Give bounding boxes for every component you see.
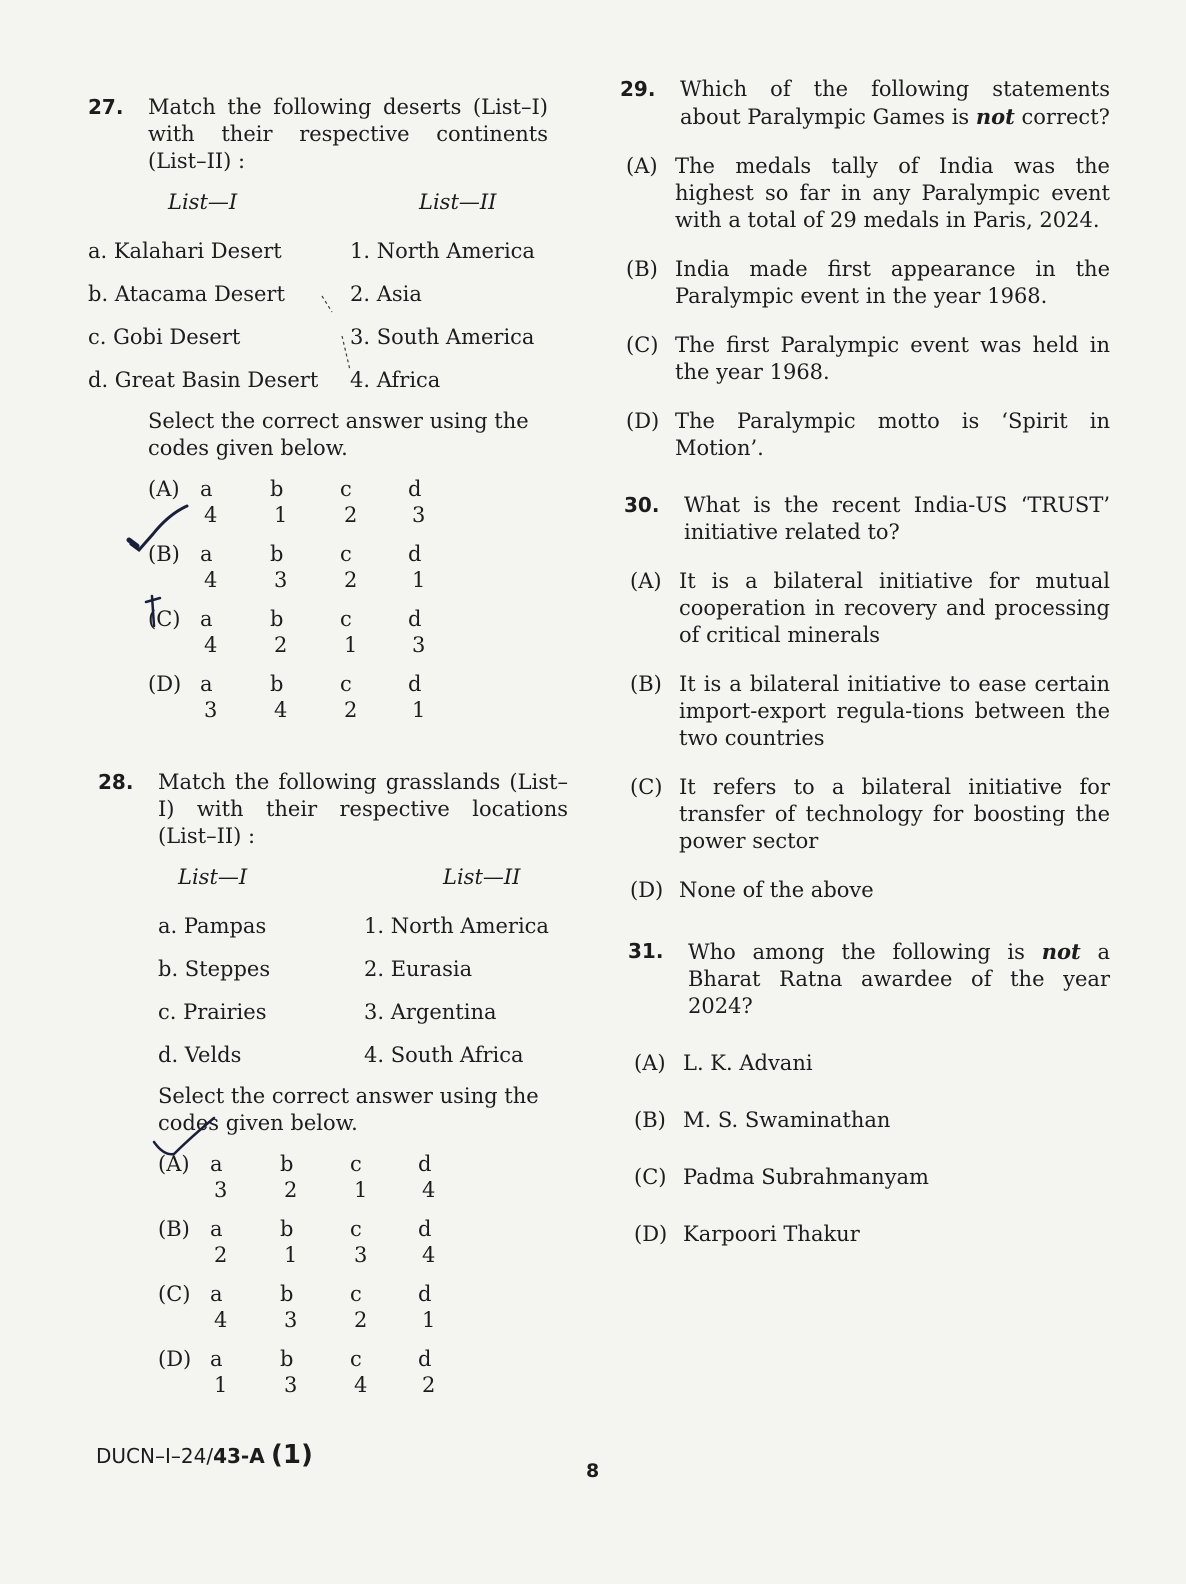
code-col: b: [270, 672, 284, 696]
code-val: 2: [344, 568, 358, 592]
option-label: (B): [148, 542, 180, 566]
code-col: a: [210, 1347, 223, 1371]
question-28: [88, 769, 568, 1398]
question-31: [620, 938, 1110, 1248]
list-2-item: 1. North America: [364, 914, 549, 938]
answer-instruction: Select the correct answer using the codes given below.: [158, 1084, 539, 1135]
list-1-item: a. Pampas: [158, 914, 267, 938]
list-2-item: 2. Asia: [350, 282, 422, 306]
code-val: 1: [354, 1178, 368, 1202]
option-a[interactable]: [624, 568, 1110, 649]
code-val: 1: [274, 503, 288, 527]
option-label: (B): [630, 672, 662, 696]
list-pair: [98, 948, 568, 991]
code-option-d[interactable]: [158, 1346, 568, 1398]
option-label: (D): [626, 409, 660, 433]
code-col: c: [350, 1217, 362, 1241]
option-c[interactable]: [628, 1164, 1110, 1191]
code-col: b: [280, 1282, 294, 1306]
paper-code: DUCN–I–24/43-A (1): [96, 1440, 313, 1470]
list-1-heading: List—I: [168, 190, 238, 214]
answer-instruction: Select the correct answer using the codes given below.: [148, 409, 529, 460]
code-val: 4: [422, 1178, 436, 1202]
list-pair: [88, 359, 568, 402]
option-d[interactable]: [628, 1221, 1110, 1248]
code-option-a[interactable]: [148, 476, 568, 528]
code-val: 2: [344, 698, 358, 722]
code-val: 1: [422, 1308, 436, 1332]
question-number: 27.: [88, 95, 124, 119]
code-col: c: [350, 1152, 362, 1176]
answer-options: [624, 568, 1110, 904]
list-1-item: c. Prairies: [158, 1000, 267, 1024]
option-label: (C): [148, 607, 181, 631]
option-text: It is a bilateral initiative for mutual cooperation in recovery and processing of critical minerals: [679, 569, 1110, 647]
list-1-item: b. Atacama Desert: [88, 282, 285, 306]
code-val: 3: [412, 503, 426, 527]
question-number: 30.: [624, 493, 660, 517]
option-text: None of the above: [679, 878, 874, 902]
option-label: (C): [630, 775, 663, 799]
code-col: d: [418, 1152, 432, 1176]
code-val: 4: [204, 633, 218, 657]
code-val: 1: [284, 1243, 298, 1267]
option-text: The medals tally of India was the highest so far in any Paralympic event with a total of 29 medals in Paris, 2024.: [675, 154, 1110, 232]
code-val: 2: [422, 1373, 436, 1397]
question-text: Which of the following statements about Paralympic Games is not correct?: [680, 77, 1110, 129]
list-pair: [88, 230, 568, 273]
code-option-b[interactable]: [158, 1216, 568, 1268]
option-label: (C): [626, 333, 659, 357]
option-d[interactable]: [620, 408, 1110, 462]
code-option-c[interactable]: [158, 1281, 568, 1333]
code-col: c: [340, 477, 352, 501]
code-col: b: [270, 607, 284, 631]
list-2-item: 4. Africa: [350, 368, 441, 392]
code-val: 4: [204, 503, 218, 527]
option-b[interactable]: [624, 671, 1110, 752]
code-option-b[interactable]: [148, 541, 568, 593]
list-pair: [98, 1034, 568, 1077]
list-pair: [98, 905, 568, 948]
code-col: d: [418, 1347, 432, 1371]
match-lists: [98, 864, 568, 1077]
code-col: b: [280, 1152, 294, 1176]
code-col: a: [200, 477, 213, 501]
option-d[interactable]: [624, 877, 1110, 904]
option-a[interactable]: [628, 1050, 1110, 1077]
code-col: b: [280, 1347, 294, 1371]
option-text: The first Paralympic event was held in the year 1968.: [675, 333, 1110, 384]
code-col: d: [408, 477, 422, 501]
list-1-item: d. Velds: [158, 1043, 242, 1067]
code-col: d: [408, 542, 422, 566]
code-col: b: [280, 1217, 294, 1241]
option-label: (B): [626, 257, 658, 281]
option-text: Karpoori Thakur: [683, 1222, 860, 1246]
question-number: 28.: [98, 770, 134, 794]
question-number: 31.: [628, 939, 664, 963]
code-option-c[interactable]: [148, 606, 568, 658]
code-col: c: [350, 1347, 362, 1371]
option-label: (D): [630, 878, 664, 902]
code-val: 4: [214, 1308, 228, 1332]
code-col: c: [350, 1282, 362, 1306]
code-col: c: [340, 542, 352, 566]
option-c[interactable]: [620, 332, 1110, 386]
code-val: 1: [412, 568, 426, 592]
code-col: c: [340, 672, 352, 696]
option-label: (B): [634, 1108, 666, 1132]
question-number: 29.: [620, 77, 656, 101]
code-val: 4: [354, 1373, 368, 1397]
option-label: (C): [634, 1165, 667, 1189]
option-label: (A): [148, 477, 180, 501]
option-text: It refers to a bilateral initiative for transfer of technology for boosting the power sector: [679, 775, 1110, 853]
option-label: (D): [148, 672, 182, 696]
code-val: 3: [214, 1178, 228, 1202]
option-b[interactable]: [620, 256, 1110, 310]
question-29: [620, 76, 1110, 462]
list-1-item: d. Great Basin Desert: [88, 368, 319, 392]
option-b[interactable]: [628, 1107, 1110, 1134]
code-option-a[interactable]: [158, 1151, 568, 1203]
code-val: 2: [344, 503, 358, 527]
emphasis-not: not: [975, 104, 1015, 129]
option-label: (A): [626, 154, 658, 178]
question-text: Who among the following is not a Bharat Ratna awardee of the year 2024?: [688, 939, 1110, 1018]
list-2-item: 3. South America: [350, 325, 535, 349]
option-text: M. S. Swaminathan: [683, 1108, 891, 1132]
list-pair: [88, 273, 568, 316]
option-a[interactable]: [620, 153, 1110, 234]
code-val: 3: [274, 568, 288, 592]
list-2-item: 2. Eurasia: [364, 957, 473, 981]
question-30: [620, 492, 1110, 904]
list-2-heading: List—II: [419, 190, 497, 214]
list-1-item: b. Steppes: [158, 957, 271, 981]
answer-options: [628, 1050, 1110, 1248]
option-text: Padma Subrahmanyam: [683, 1165, 929, 1189]
option-label: (D): [634, 1222, 668, 1246]
list-1-item: a. Kalahari Desert: [88, 239, 282, 263]
code-val: 2: [284, 1178, 298, 1202]
code-col: d: [418, 1282, 432, 1306]
code-col: a: [200, 672, 213, 696]
code-col: a: [200, 542, 213, 566]
code-col: a: [200, 607, 213, 631]
emphasis-not: not: [1041, 939, 1081, 964]
list-2-item: 3. Argentina: [364, 1000, 497, 1024]
code-val: 3: [204, 698, 218, 722]
code-val: 2: [274, 633, 288, 657]
left-column: [88, 78, 568, 1411]
code-col: a: [210, 1152, 223, 1176]
question-text: Match the following grasslands (List–I) with their respective locations (List–II) :: [158, 770, 568, 848]
option-label: (A): [634, 1051, 666, 1075]
list-pair: [98, 991, 568, 1034]
code-val: 1: [344, 633, 358, 657]
option-label: (C): [158, 1282, 191, 1306]
code-val: 4: [204, 568, 218, 592]
code-val: 4: [274, 698, 288, 722]
option-label: (A): [630, 569, 662, 593]
code-option-d[interactable]: [148, 671, 568, 723]
option-text: The Paralympic motto is ‘Spirit in Motion’.: [675, 409, 1110, 460]
question-27: [88, 94, 568, 723]
code-col: d: [408, 672, 422, 696]
code-val: 1: [214, 1373, 228, 1397]
code-col: b: [270, 542, 284, 566]
code-val: 3: [354, 1243, 368, 1267]
option-label: (B): [158, 1217, 190, 1241]
code-col: d: [408, 607, 422, 631]
code-col: c: [340, 607, 352, 631]
option-c[interactable]: [624, 774, 1110, 855]
page-number: 8: [586, 1460, 600, 1482]
list-1-heading: List—I: [178, 865, 248, 889]
question-text: What is the recent India-US ‘TRUST’ initiative related to?: [684, 493, 1110, 544]
answer-codes: [88, 476, 568, 723]
list-1-item: c. Gobi Desert: [88, 325, 241, 349]
right-column: [620, 76, 1110, 1278]
option-label: (D): [158, 1347, 192, 1371]
code-val: 2: [354, 1308, 368, 1332]
code-val: 3: [284, 1308, 298, 1332]
option-text: It is a bilateral initiative to ease certain import-export regula-tions between the two countries: [679, 672, 1110, 750]
answer-codes: [98, 1151, 568, 1398]
option-label: (A): [158, 1152, 190, 1176]
code-val: 2: [214, 1243, 228, 1267]
list-2-heading: List—II: [443, 865, 521, 889]
code-val: 3: [284, 1373, 298, 1397]
code-col: d: [418, 1217, 432, 1241]
list-pair: [88, 316, 568, 359]
code-val: 3: [412, 633, 426, 657]
list-2-item: 4. South Africa: [364, 1043, 524, 1067]
code-col: b: [270, 477, 284, 501]
question-text: Match the following deserts (List–I) with their respective continents (List–II) :: [148, 95, 548, 173]
code-val: 1: [412, 698, 426, 722]
option-text: India made first appearance in the Paralympic event in the year 1968.: [675, 257, 1110, 308]
match-lists: [88, 189, 568, 402]
code-col: a: [210, 1217, 223, 1241]
option-text: L. K. Advani: [683, 1051, 813, 1075]
list-2-item: 1. North America: [350, 239, 535, 263]
code-col: a: [210, 1282, 223, 1306]
code-val: 4: [422, 1243, 436, 1267]
answer-options: [620, 153, 1110, 462]
